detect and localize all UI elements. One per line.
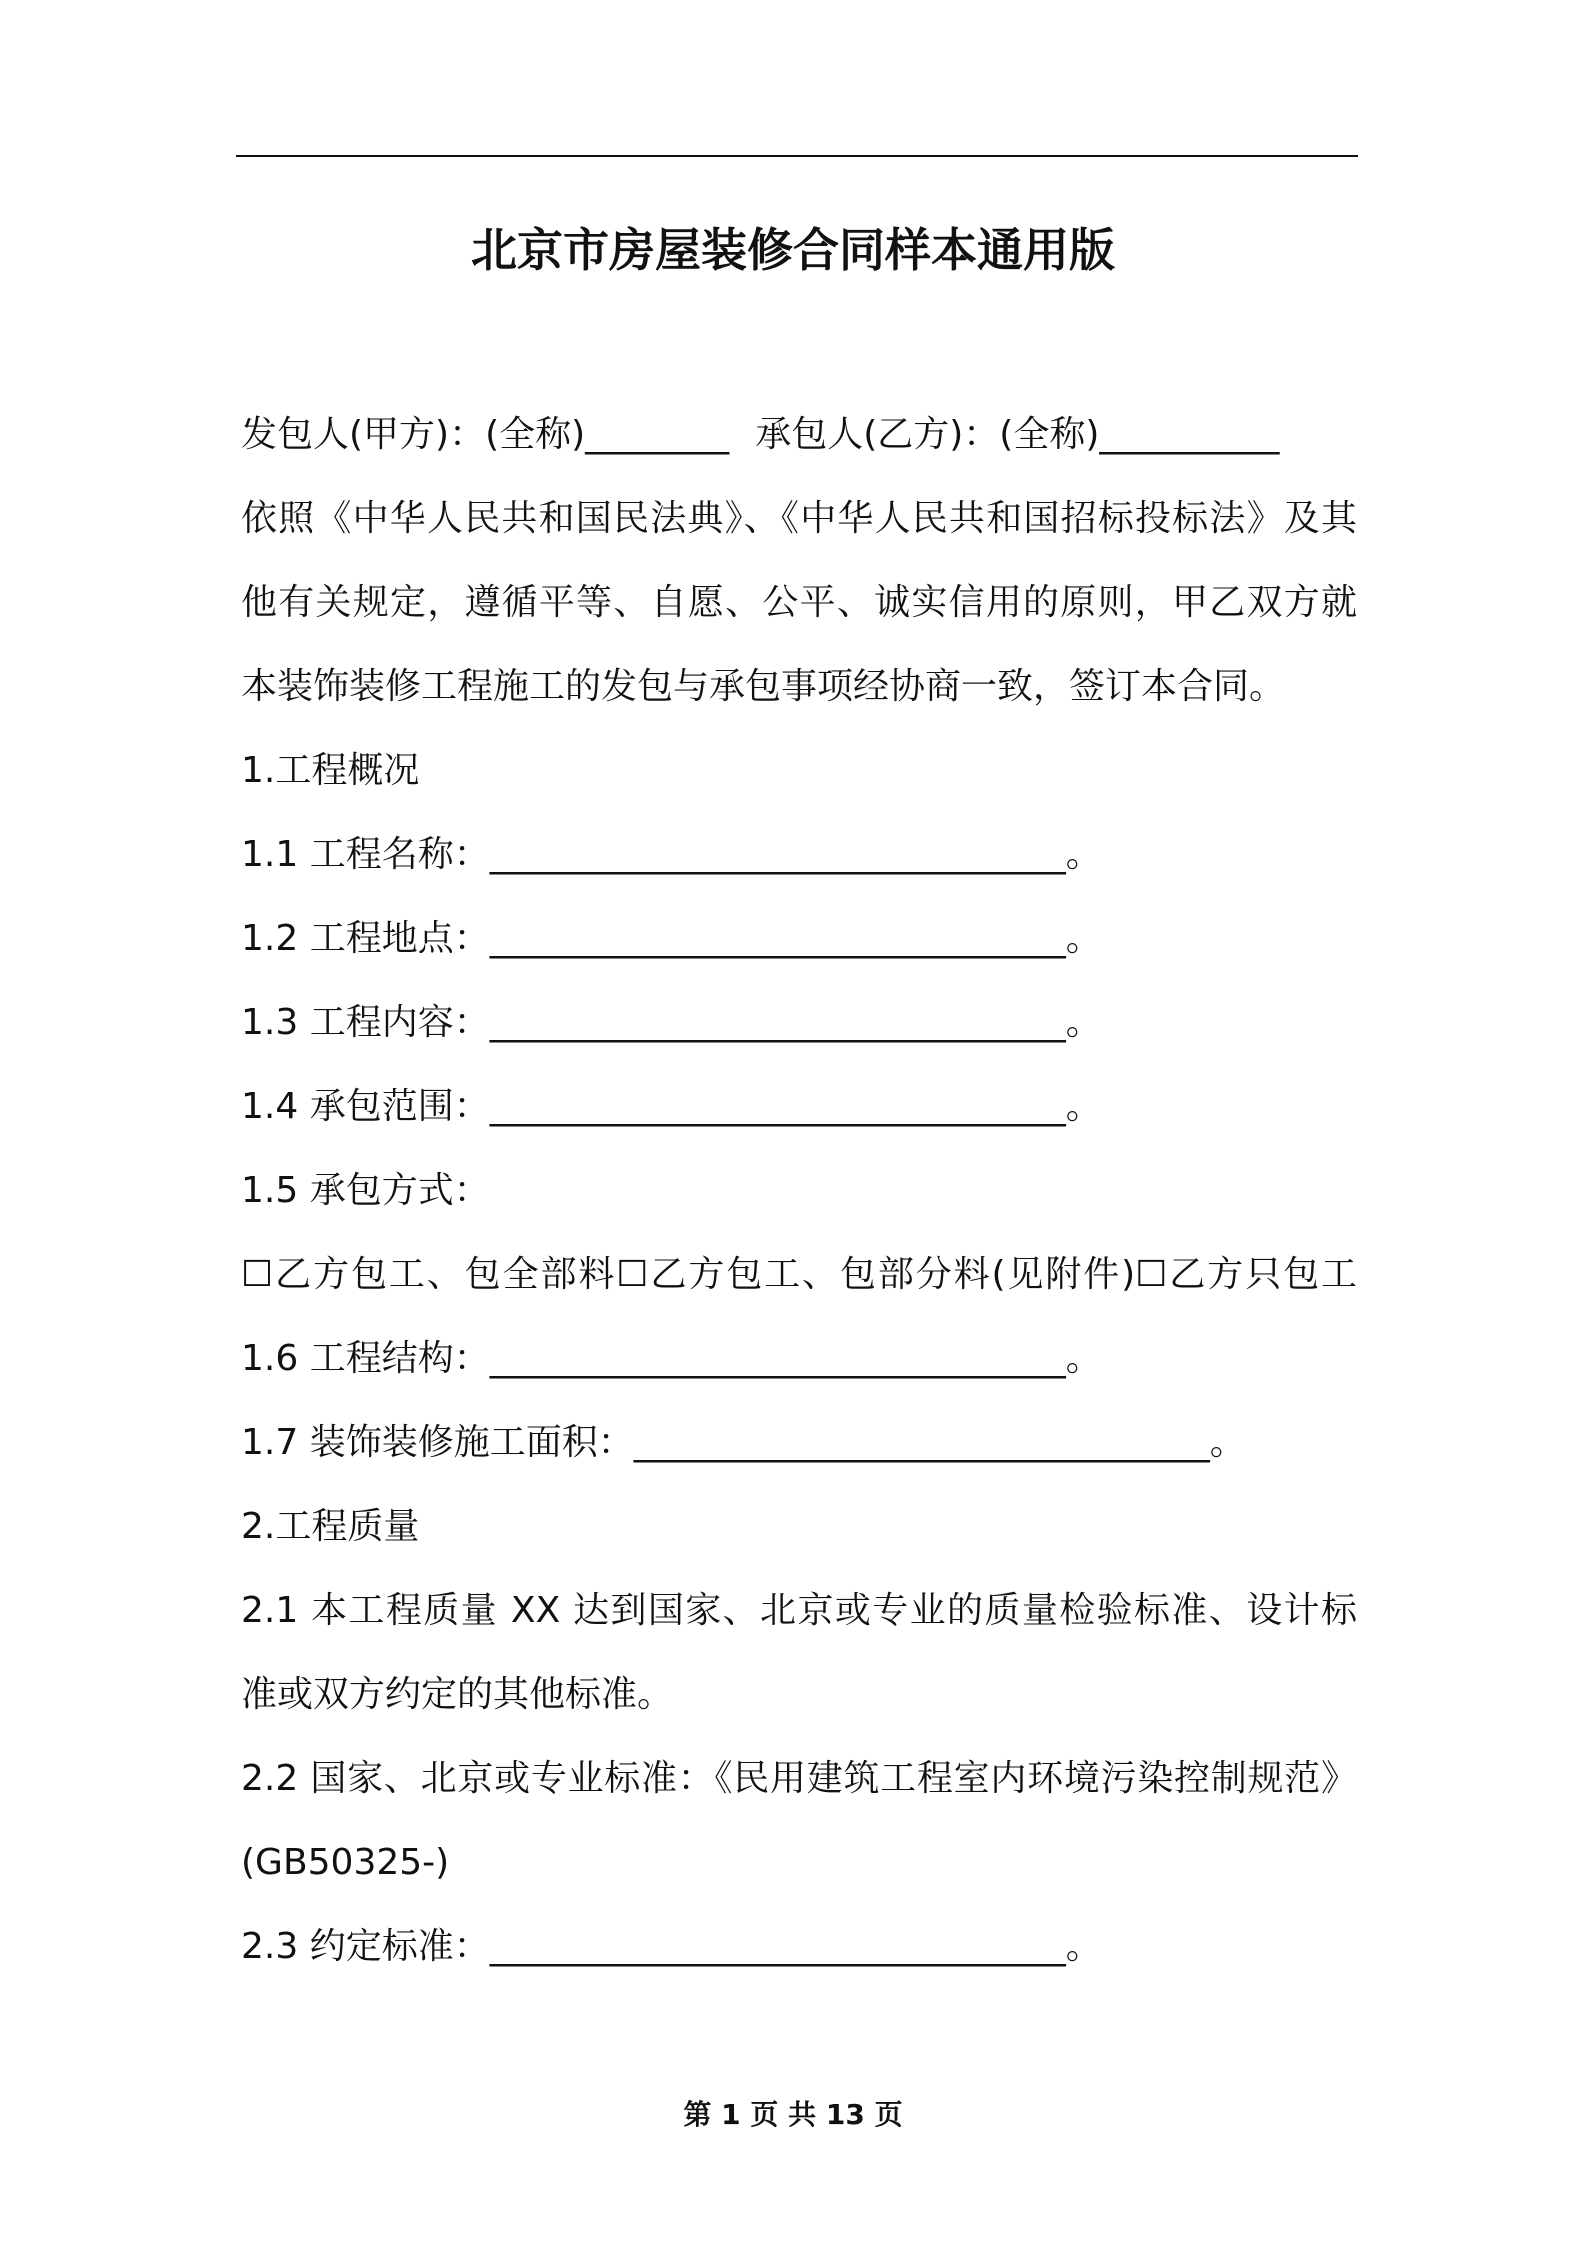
page-number: 第 1 页 共 13 页: [683, 2098, 903, 2131]
parties-line: [241, 405, 1279, 465]
party-a-field: 发包人(甲方)：(全称)________: [241, 414, 730, 455]
clause-2-1-line-1: 2.1 本工程质量 XX 达到国家、北京或专业的质量检验标准、设计标: [241, 1590, 1357, 1631]
clause-2-2-line-1: 2.2 国家、北京或专业标准：《民用建筑工程室内环境污染控制规范》: [241, 1758, 1357, 1799]
party-b-field: 承包人(乙方)：(全称)__________: [755, 414, 1280, 455]
clause-1-4-contract-scope: 1.4 承包范围：________________________________。: [241, 1086, 1102, 1127]
clause-2-2-line-2: (GB50325-): [241, 1842, 450, 1883]
section-2-heading: 2.工程质量: [241, 1506, 420, 1547]
clause-1-5-contract-method: 1.5 承包方式：: [241, 1170, 490, 1211]
header-rule: [236, 155, 1358, 157]
clause-1-5-options: ☐乙方包工、包全部料☐乙方包工、包部分料(见附件)☐乙方只包工: [241, 1254, 1357, 1295]
clause-1-7-construction-area: 1.7 装饰装修施工面积：________________________________。: [241, 1422, 1246, 1463]
clause-1-3-project-content: 1.3 工程内容：________________________________。: [241, 1002, 1102, 1043]
preamble-line-2: 他有关规定，遵循平等、自愿、公平、诚实信用的原则，甲乙双方就: [241, 582, 1357, 623]
preamble-line-1: 依照《中华人民共和国民法典》、《中华人民共和国招标投标法》及其: [241, 498, 1357, 539]
clause-1-2-project-location: 1.2 工程地点：________________________________。: [241, 918, 1102, 959]
clause-1-1-project-name: 1.1 工程名称：________________________________。: [241, 834, 1102, 875]
clause-2-3-agreed-standard: 2.3 约定标准：________________________________。: [241, 1926, 1102, 1967]
clause-2-1-line-2: 准或双方约定的其他标准。: [241, 1674, 674, 1715]
section-1-heading: 1.工程概况: [241, 750, 420, 791]
clause-1-6-project-structure: 1.6 工程结构：________________________________。: [241, 1338, 1102, 1379]
preamble-line-3: 本装饰装修工程施工的发包与承包事项经协商一致，签订本合同。: [241, 666, 1286, 707]
document-title: 北京市房屋装修合同样本通用版: [471, 223, 1115, 277]
